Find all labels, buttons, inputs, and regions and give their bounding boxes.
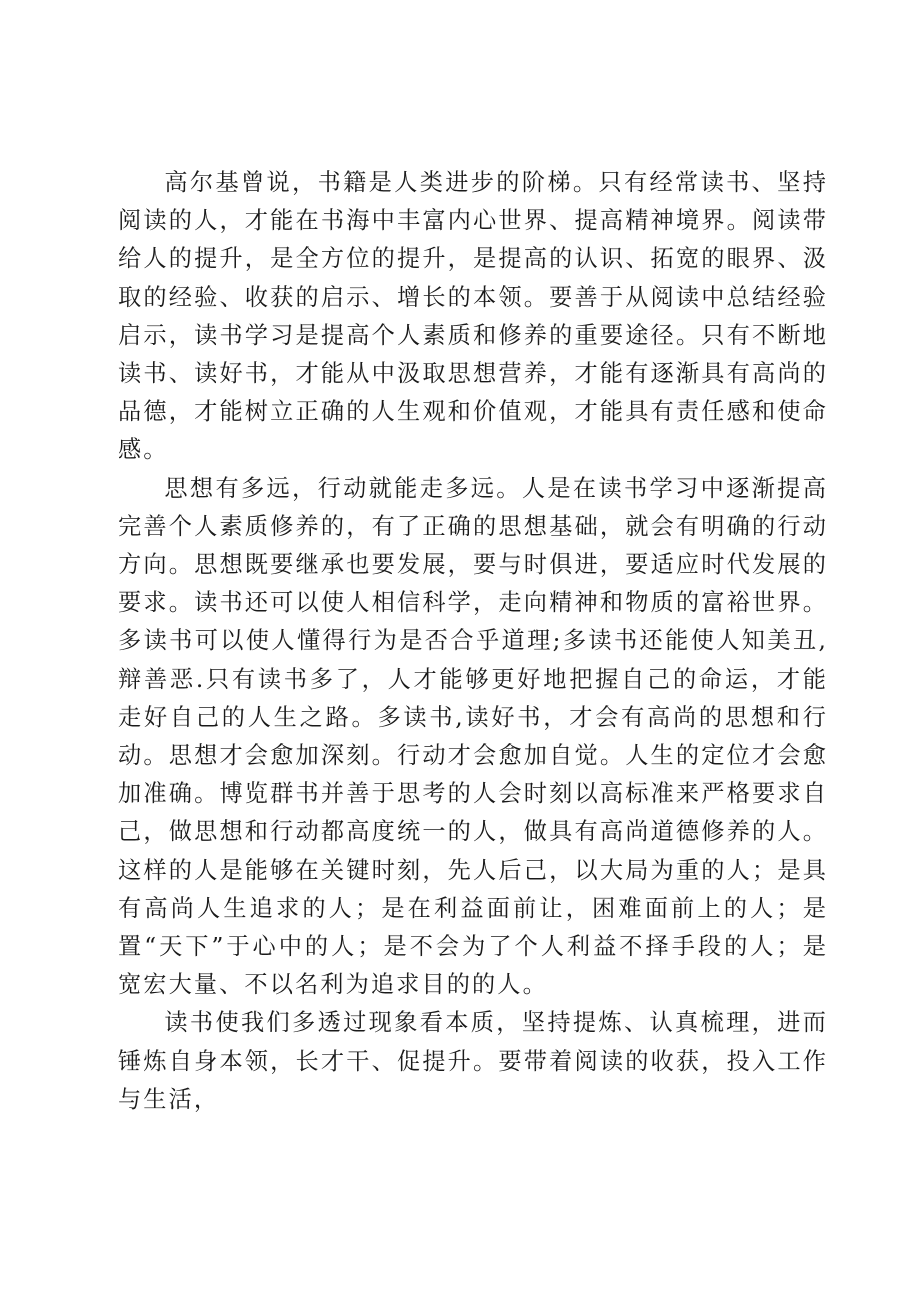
paragraph-3: 读书使我们多透过现象看本质，坚持提炼、认真梳理，进而锤炼自身本领，长才干、促提升。要带着阅读的收获，投入工作与生活， [118, 1009, 828, 1113]
paragraph-2: 思想有多远，行动就能走多远。人是在读书学习中逐渐提高完善个人素质修养的，有了正确的思想基础，就会有明确的行动方向。思想既要继承也要发展，要与时俱进，要适应时代发展的要求。读书还可以使人相信科学，走向精神和物质的富裕世界。多读书可以使人懂得行为是否合乎道理;多读书还能使人知美丑,辩善恶.只有读书多了，人才能够更好地把握自己的命运，才能走好自己的人生之路。多读书,读好书，才会有高尚的思想和行动。思想才会愈加深刻。行动才会愈加自觉。人生的定位才会愈加准确。博览群书并善于思考的人会时刻以高标准来严格要求自己，做思想和行动都高度统一的人，做具有高尚道德修养的人。这样的人是能够在关键时刻，先人后己，以大局为重的人；是具有高尚人生追求的人；是在利益面前让，困难面前上的人；是置“天下”于心中的人；是不会为了个人利益不择手段的人；是宽宏大量、不以名利为追求目的的人。 [118, 474, 828, 999]
paragraph-1: 高尔基曾说，书籍是人类进步的阶梯。只有经常读书、坚持阅读的人，才能在书海中丰富内心世界、提高精神境界。阅读带给人的提升，是全方位的提升，是提高的认识、拓宽的眼界、汲取的经验、收获的启示、增长的本领。要善于从阅读中总结经验启示，读书学习是提高个人素质和修养的重要途径。只有不断地读书、读好书，才能从中汲取思想营养，才能有逐渐具有高尚的品德，才能树立正确的人生观和价值观，才能具有责任感和使命感。 [118, 169, 828, 464]
document-body [118, 164, 828, 1119]
